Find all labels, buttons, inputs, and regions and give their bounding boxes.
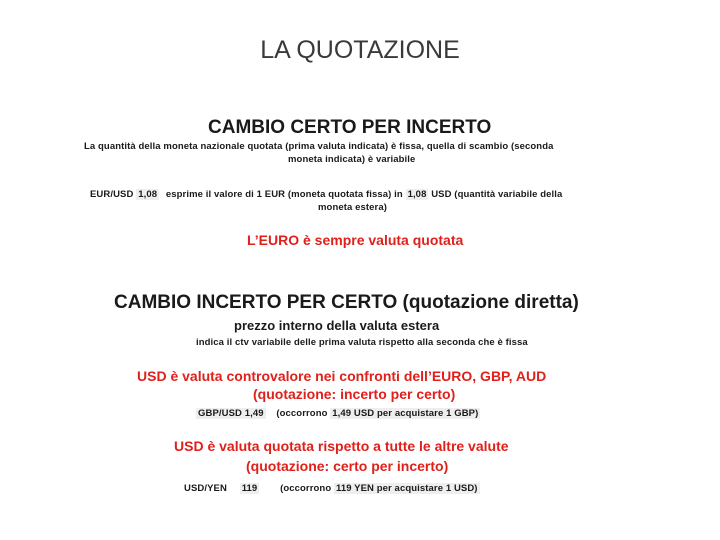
example2-rate: 119 (241, 483, 258, 494)
example1-pair: GBP/USD 1,49 (198, 408, 264, 419)
example1-line (196, 408, 480, 419)
example1-highlight: 1,49 USD per acquistare 1 GBP) (332, 408, 479, 419)
example-amount: 1,08 (407, 189, 427, 200)
red-line1: USD è valuta controvalore nei confronti dell’EURO, GBP, AUD (137, 368, 547, 384)
section1-desc-line1: La quantità della moneta nazionale quotata (prima valuta indicata) è fissa, quella di scambio (seconda (84, 141, 554, 152)
red-line2: (quotazione: incerto per certo) (253, 386, 456, 402)
section2-heading: CAMBIO INCERTO PER CERTO (quotazione diretta) (114, 292, 579, 313)
example1-text: (occorrono (276, 408, 328, 419)
example2-text: (occorrono (280, 483, 332, 494)
example2-highlight: 119 YEN per acquistare 1 USD) (335, 483, 478, 494)
example-rate: 1,08 (138, 189, 158, 200)
page-title: LA QUOTAZIONE (260, 36, 460, 64)
section1-desc-line2: moneta indicata) è variabile (288, 154, 416, 165)
example-text-b: USD (quantità variabile della (431, 189, 563, 200)
example-text-c: moneta estera) (318, 202, 387, 213)
example2-pair: USD/YEN (184, 483, 227, 494)
red-line4: (quotazione: certo per incerto) (246, 458, 449, 474)
example2-line (184, 483, 480, 494)
section2-subheading: prezzo interno della valuta estera (234, 318, 440, 333)
section1-note: L’EURO è sempre valuta quotata (247, 232, 464, 248)
example-pair: EUR/USD (90, 189, 134, 200)
example-text-a: esprime il valore di 1 EUR (moneta quotata fissa) in (165, 189, 403, 200)
section2-desc: indica il ctv variabile delle prima valuta rispetto alla seconda che è fissa (196, 337, 528, 348)
section1-example-line (90, 189, 562, 200)
section1-heading: CAMBIO CERTO PER INCERTO (208, 117, 492, 138)
red-line3: USD è valuta quotata rispetto a tutte le altre valute (174, 438, 509, 454)
